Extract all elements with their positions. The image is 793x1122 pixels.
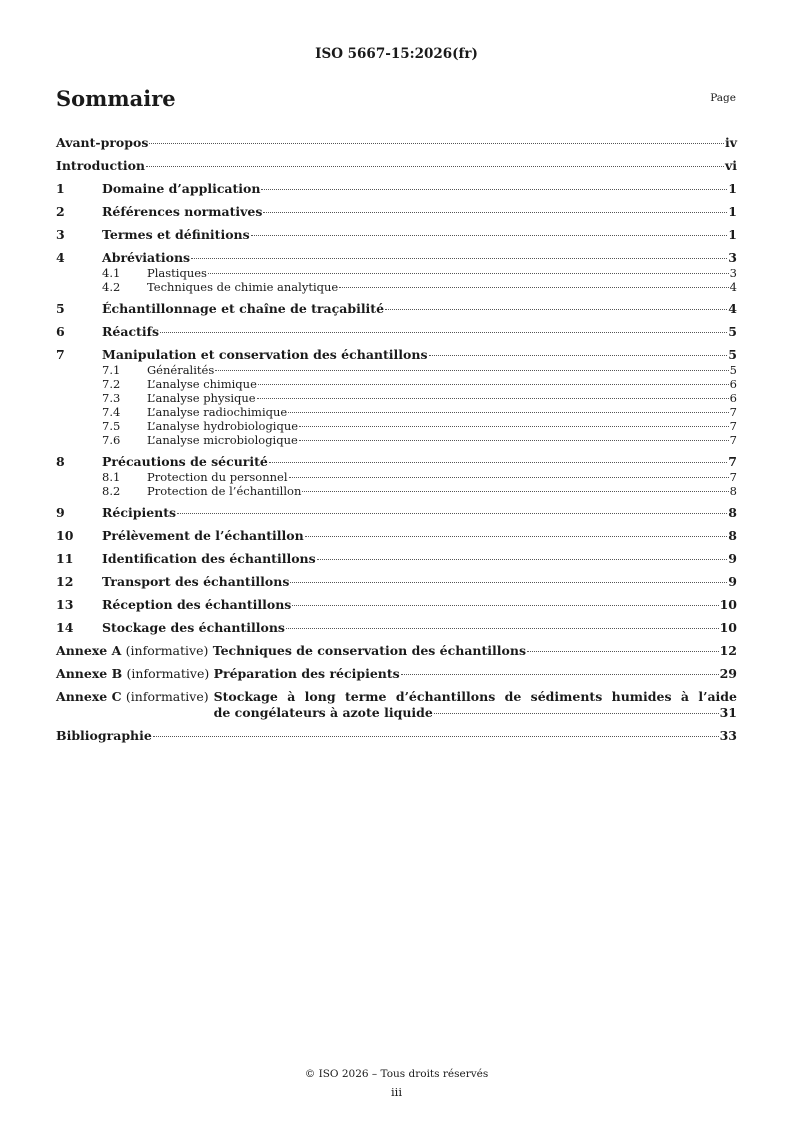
toc-entry-page: 9: [728, 574, 737, 589]
toc-entry-section-1[interactable]: [56, 181, 737, 197]
toc-subentry-8-1[interactable]: [56, 470, 737, 484]
toc-entry-introduction[interactable]: [56, 158, 737, 174]
toc-entry-title: Précautions de sécurité: [102, 454, 268, 469]
toc-entry-number: 10: [56, 528, 74, 543]
annex-informative: (informative): [126, 666, 210, 681]
toc-entry-page: 8: [728, 528, 737, 543]
toc-subentry-7-4[interactable]: [56, 405, 737, 419]
dot-leader: [317, 558, 728, 560]
dot-leader: [429, 354, 728, 356]
annex-label: Annexe A: [56, 643, 122, 658]
toc-entry-title: Bibliographie: [56, 728, 152, 743]
dot-leader: [288, 411, 728, 413]
toc-entry-page: vi: [724, 158, 737, 173]
toc-subentry-4-1[interactable]: [56, 266, 737, 280]
dot-leader: [339, 286, 728, 288]
toc-entry-number: 6: [56, 324, 65, 339]
toc-entry-number: 9: [56, 505, 65, 520]
toc-entry-title: Stockage des échantillons: [102, 620, 285, 635]
dot-leader: [289, 476, 729, 478]
toc-entry-annex-c[interactable]: [56, 689, 737, 721]
toc-entry-page: 5: [728, 347, 737, 362]
dot-leader: [215, 369, 728, 371]
dot-leader: [177, 512, 727, 514]
dot-leader: [290, 581, 727, 583]
toc-entry-number: 14: [56, 620, 74, 635]
toc-entry-title: Avant-propos: [56, 135, 149, 150]
dot-leader: [208, 272, 729, 274]
dot-leader: [258, 383, 729, 385]
toc-entry-section-11[interactable]: [56, 551, 737, 567]
toc-subentry-number: 7.4: [102, 405, 121, 419]
toc-entry-page: 12: [719, 643, 737, 658]
toc-entry-page: 9: [728, 551, 737, 566]
annex-informative: (informative): [125, 689, 209, 704]
page-column-label: Page: [710, 92, 736, 104]
footer-page-number: iii: [390, 1085, 403, 1099]
dot-leader: [385, 308, 727, 310]
toc-entry-section-5[interactable]: [56, 301, 737, 317]
toc-entry-section-6[interactable]: [56, 324, 737, 340]
toc-subentry-page: 3: [729, 266, 737, 280]
dot-leader: [434, 712, 719, 714]
toc-entry-page: 7: [728, 454, 737, 469]
dot-leader: [191, 257, 727, 259]
dot-leader: [401, 673, 719, 675]
dot-leader: [302, 490, 728, 492]
toc-entry-title: Introduction: [56, 158, 146, 173]
toc-subentry-7-5[interactable]: [56, 419, 737, 433]
annex-label: Annexe C: [56, 689, 122, 704]
toc-subentry-number: 7.5: [102, 419, 121, 433]
dot-leader: [146, 165, 724, 167]
toc-entry-title: Réactifs: [102, 324, 159, 339]
toc-subentry-number: 7.2: [102, 377, 121, 391]
toc-entry-page: 1: [728, 204, 737, 219]
toc-entry-annex-a[interactable]: [56, 643, 737, 659]
toc-subentry-7-3[interactable]: [56, 391, 737, 405]
dot-leader: [149, 142, 724, 144]
toc-subentry-title: Protection du personnel: [147, 470, 288, 484]
toc-entry-section-4[interactable]: [56, 250, 737, 266]
dot-leader: [263, 211, 727, 213]
toc-entry-number: 2: [56, 204, 65, 219]
dot-leader: [269, 461, 727, 463]
toc-subentry-page: 6: [729, 391, 737, 405]
toc-entry-title: Abréviations: [102, 250, 191, 265]
toc-entry-section-2[interactable]: [56, 204, 737, 220]
toc-entry-page: 10: [719, 620, 737, 635]
toc-entry-page: 1: [728, 181, 737, 196]
toc-entry-page: 5: [728, 324, 737, 339]
toc-entry-number: 5: [56, 301, 65, 316]
dot-leader: [527, 650, 719, 652]
toc-entry-title: Réception des échantillons: [102, 597, 292, 612]
toc-subentry-number: 7.6: [102, 433, 121, 447]
toc-entry-section-14[interactable]: [56, 620, 737, 636]
toc-subentry-title: Techniques de chimie analytique: [147, 280, 339, 294]
toc-entry-bibliographie[interactable]: [56, 728, 737, 744]
toc-entry-page: 10: [719, 597, 737, 612]
toc-entry-page: 29: [719, 666, 737, 681]
toc-entry-number: 3: [56, 227, 65, 242]
annex-informative: (informative): [125, 643, 209, 658]
dot-leader: [261, 188, 727, 190]
toc-subentry-page: 7: [729, 470, 737, 484]
toc-entry-title: Manipulation et conservation des échantillons: [102, 347, 428, 362]
toc-subentry-title: L’analyse hydrobiologique: [147, 419, 299, 433]
toc-subentry-number: 4.2: [102, 280, 121, 294]
dot-leader: [251, 234, 728, 236]
toc-entry-title: Préparation des récipients: [213, 666, 400, 681]
toc-entry-section-10[interactable]: [56, 528, 737, 544]
toc-subentry-page: 7: [729, 433, 737, 447]
toc-entry-number: 1: [56, 181, 65, 196]
dot-leader: [299, 439, 729, 441]
toc-entry-title-line-2: de congélateurs à azote liquide: [213, 705, 433, 720]
toc-entry-section-3[interactable]: [56, 227, 737, 243]
toc-entry-section-12[interactable]: [56, 574, 737, 590]
dot-leader: [257, 397, 729, 399]
toc-subentry-number: 7.3: [102, 391, 121, 405]
toc-entry-title: Échantillonnage et chaîne de traçabilité: [102, 301, 385, 316]
toc-subentry-number: 7.1: [102, 363, 121, 377]
toc-subentry-7-6[interactable]: [56, 433, 737, 447]
document-id-header: ISO 5667-15:2026(fr): [315, 46, 478, 62]
toc-subentry-4-2[interactable]: [56, 280, 737, 294]
toc-entry-annex-b[interactable]: [56, 666, 737, 682]
toc-subentry-number: 8.1: [102, 470, 121, 484]
toc-entry-page: 31: [719, 705, 737, 720]
toc-subentry-title: Généralités: [147, 363, 215, 377]
toc-entry-title: Domaine d’application: [102, 181, 261, 196]
toc-entry-section-9[interactable]: [56, 505, 737, 521]
toc-subentry-page: 6: [729, 377, 737, 391]
table-of-contents: [56, 128, 737, 744]
toc-subentry-number: 4.1: [102, 266, 121, 280]
toc-entry-number: 13: [56, 597, 74, 612]
toc-entry-number: 4: [56, 250, 65, 265]
toc-entry-title: Identification des échantillons: [102, 551, 316, 566]
toc-subentry-page: 4: [729, 280, 737, 294]
toc-subentry-number: 8.2: [102, 484, 121, 498]
toc-entry-page: 8: [728, 505, 737, 520]
toc-subentry-title: L’analyse physique: [147, 391, 256, 405]
toc-entry-page: 33: [719, 728, 737, 743]
toc-entry-page: 3: [728, 250, 737, 265]
toc-subentry-page: 7: [729, 405, 737, 419]
toc-entry-title: Termes et définitions: [102, 227, 250, 242]
toc-subentry-7-1[interactable]: [56, 363, 737, 377]
toc-subentry-title: Plastiques: [147, 266, 207, 280]
dot-leader: [160, 331, 727, 333]
annex-label: Annexe B: [56, 666, 123, 681]
toc-entry-title: Transport des échantillons: [102, 574, 290, 589]
toc-entry-number: 11: [56, 551, 74, 566]
toc-entry-section-13[interactable]: [56, 597, 737, 613]
toc-entry-number: 7: [56, 347, 65, 362]
dot-leader: [153, 735, 719, 737]
toc-subentry-page: 7: [729, 419, 737, 433]
toc-subentry-7-2[interactable]: [56, 377, 737, 391]
toc-entry-title-line-1: Stockage à long terme d’échantillons de sédiments humides à l’aide: [213, 689, 737, 704]
toc-subentry-title: Protection de l’échantillon: [147, 484, 302, 498]
toc-entry-title: Récipients: [102, 505, 177, 520]
toc-entry-title: Références normatives: [102, 204, 263, 219]
toc-entry-section-7[interactable]: [56, 347, 737, 363]
toc-entry-page: iv: [724, 135, 737, 150]
toc-subentry-8-2[interactable]: [56, 484, 737, 498]
footer-copyright: © ISO 2026 – Tous droits réservés: [304, 1068, 489, 1080]
toc-entry-page: 1: [728, 227, 737, 242]
dot-leader: [292, 604, 718, 606]
toc-entry-number: 12: [56, 574, 74, 589]
toc-entry-title: Techniques de conservation des échantillons: [212, 643, 526, 658]
toc-subentry-title: L’analyse microbiologique: [147, 433, 298, 447]
toc-subentry-page: 8: [729, 484, 737, 498]
toc-entry-number: 8: [56, 454, 65, 469]
dot-leader: [305, 535, 728, 537]
toc-subentry-title: L’analyse radiochimique: [147, 405, 288, 419]
page-title: Sommaire: [56, 86, 176, 111]
toc-subentry-title: L’analyse chimique: [147, 377, 257, 391]
dot-leader: [286, 627, 719, 629]
toc-subentry-page: 5: [729, 363, 737, 377]
toc-entry-page: 4: [728, 301, 737, 316]
dot-leader: [299, 425, 729, 427]
toc-entry-title: Prélèvement de l’échantillon: [102, 528, 304, 543]
toc-entry-section-8[interactable]: [56, 454, 737, 470]
toc-entry-avant-propos[interactable]: [56, 135, 737, 151]
